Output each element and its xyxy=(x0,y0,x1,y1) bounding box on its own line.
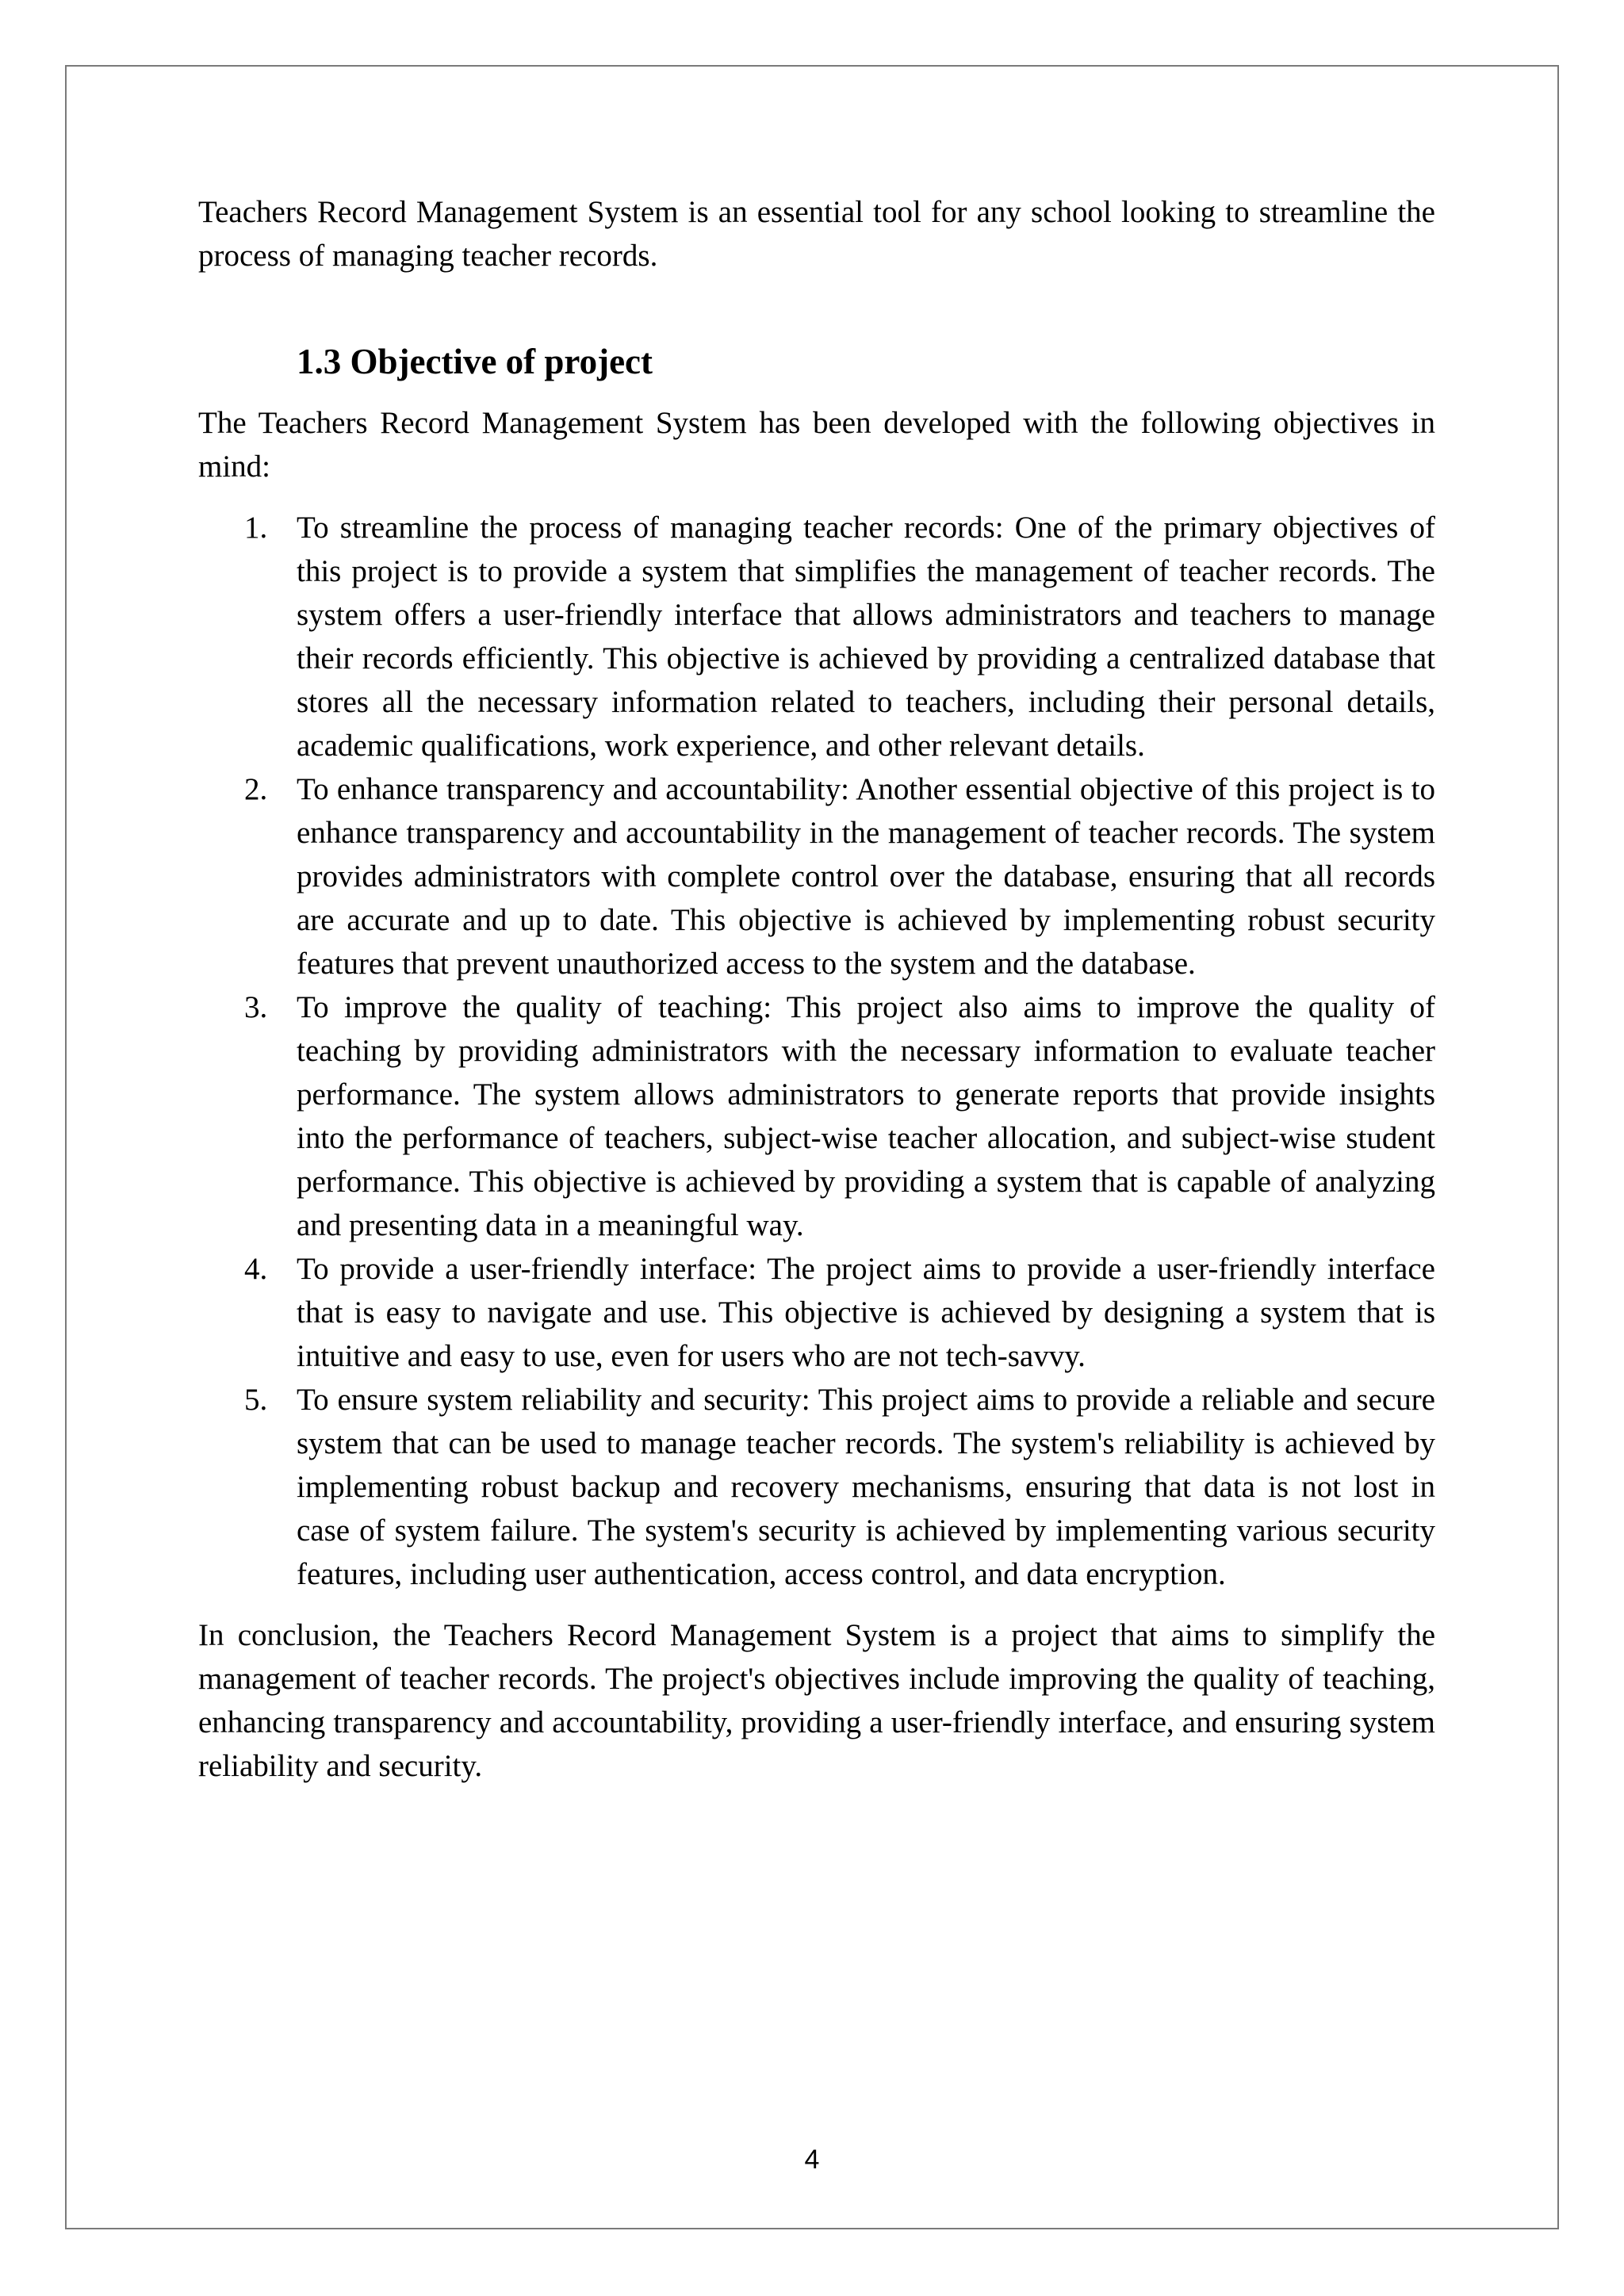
page-content xyxy=(198,190,1435,1788)
list-item xyxy=(198,985,1435,1247)
lead-paragraph: The Teachers Record Management System has been developed with the following objectives in mind: xyxy=(198,406,1435,484)
list-item-number: 4. xyxy=(244,1252,268,1286)
list-item-number: 3. xyxy=(244,990,268,1024)
objectives-list xyxy=(198,506,1435,1596)
section-heading: 1.3 Objective of project xyxy=(297,342,653,381)
conclusion-paragraph: In conclusion, the Teachers Record Management System is a project that aims to simplify the management of teacher records. The project's objectives include improving the quality of teaching, enhancing transparency and accountability, providing a user-friendly interface, and ensuring system reliability and security. xyxy=(198,1618,1435,1783)
list-item xyxy=(198,506,1435,767)
list-item-text: To provide a user-friendly interface: The project aims to provide a user-friendly interface that is easy to navigate and use. This objective is achieved by designing a system that is intuitive and easy to use, even for users who are not tech-savvy. xyxy=(297,1252,1435,1373)
list-item-text: To improve the quality of teaching: This project also aims to improve the quality of teaching by providing administrators with the necessary information to evaluate teacher performance. The system allows administrators to generate reports that provide insights into the performance of teachers, subject-wise teacher allocation, and subject-wise student performance. This objective is achieved by providing a system that is capable of analyzing and presenting data in a meaningful way. xyxy=(297,990,1435,1242)
list-item xyxy=(198,767,1435,985)
list-item-text: To enhance transparency and accountability: Another essential objective of this project is to enhance transparency and accountability in the management of teacher records. The system provides administrators with complete control over the database, ensuring that all records are accurate and up to date. This objective is achieved by implementing robust security features that prevent unauthorized access to the system and the database. xyxy=(297,772,1435,981)
list-item xyxy=(198,1247,1435,1378)
list-item-number: 5. xyxy=(244,1383,268,1417)
page-number: 4 xyxy=(804,2145,820,2175)
list-item xyxy=(198,1378,1435,1596)
intro-paragraph: Teachers Record Management System is an essential tool for any school looking to streamline the process of managing teacher records. xyxy=(198,195,1435,273)
list-item-number: 2. xyxy=(244,772,268,806)
list-item-text: To streamline the process of managing teacher records: One of the primary objectives of this project is to provide a system that simplifies the management of teacher records. The system offers a user-friendly interface that allows administrators and teachers to manage their records efficiently. This objective is achieved by providing a centralized database that stores all the necessary information related to teachers, including their personal details, academic qualifications, work experience, and other relevant details. xyxy=(297,511,1435,763)
list-item-text: To ensure system reliability and security: This project aims to provide a reliable and secure system that can be used to manage teacher records. The system's reliability is achieved by implementing robust backup and recovery mechanisms, ensuring that data is not lost in case of system failure. The system's security is achieved by implementing various security features, including user authentication, access control, and data encryption. xyxy=(297,1383,1435,1591)
list-item-number: 1. xyxy=(244,511,268,545)
